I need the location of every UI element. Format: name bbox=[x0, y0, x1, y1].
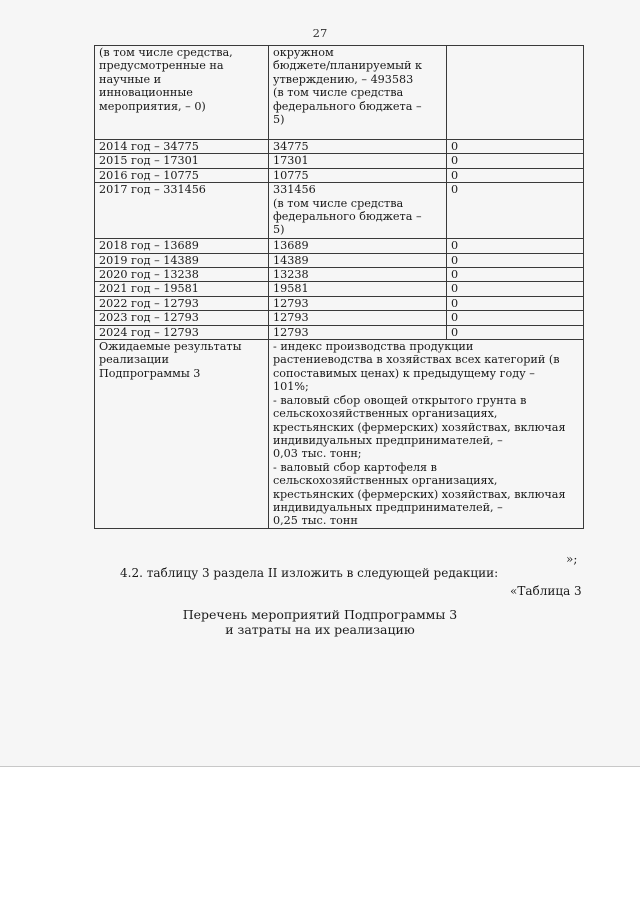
table-cell: 2020 год – 13238 bbox=[95, 268, 269, 282]
table-row bbox=[95, 183, 584, 239]
table-row bbox=[95, 239, 584, 253]
table-cell: 0 bbox=[447, 282, 584, 296]
table-row bbox=[95, 253, 584, 267]
table-cell: 2021 год – 19581 bbox=[95, 282, 269, 296]
table-cell: 0 bbox=[447, 325, 584, 339]
table-row bbox=[95, 268, 584, 282]
table-cell: 2016 год – 10775 bbox=[95, 168, 269, 182]
table-cell: 19581 bbox=[269, 282, 447, 296]
table-cell: 12793 bbox=[269, 311, 447, 325]
table-cell: 12793 bbox=[269, 296, 447, 310]
closing-quote: »; bbox=[566, 552, 578, 566]
table-cell: 14389 bbox=[269, 253, 447, 267]
table-cell: 2019 год – 14389 bbox=[95, 253, 269, 267]
table-row bbox=[95, 154, 584, 168]
table-row bbox=[95, 282, 584, 296]
table-cell: 0 bbox=[447, 154, 584, 168]
page-number: 27 bbox=[312, 26, 328, 40]
table-cell: 2014 год – 34775 bbox=[95, 140, 269, 154]
table-cell: 12793 bbox=[269, 325, 447, 339]
results-row bbox=[95, 340, 584, 529]
table-cell: 17301 bbox=[269, 154, 447, 168]
table-cell: 0 bbox=[447, 183, 584, 239]
table-cell: 2018 год – 13689 bbox=[95, 239, 269, 253]
table-cell: 0 bbox=[447, 268, 584, 282]
table-row bbox=[95, 296, 584, 310]
table-cell: 10775 bbox=[269, 168, 447, 182]
table-cell: 0 bbox=[447, 253, 584, 267]
blank-margin bbox=[0, 767, 640, 905]
table-cell: 0 bbox=[447, 239, 584, 253]
table-cell: 2023 год – 12793 bbox=[95, 311, 269, 325]
table-cell bbox=[447, 46, 584, 140]
results-label-cell: Ожидаемые результаты реализации Подпрограммы 3 bbox=[95, 340, 269, 529]
table-cell: 13238 bbox=[269, 268, 447, 282]
table-cell: 34775 bbox=[269, 140, 447, 154]
table-cell: 2024 год – 12793 bbox=[95, 325, 269, 339]
table-cell: 0 bbox=[447, 140, 584, 154]
table-reference: «Таблица 3 bbox=[510, 584, 582, 598]
title-line-2: и затраты на их реализацию bbox=[225, 622, 415, 637]
table-row bbox=[95, 168, 584, 182]
results-text-cell: - индекс производства продукции растениеводства в хозяйствах всех категорий (в сопоставимых ценах) к предыдущему году – 101%; - валовый сбор овощей открытого грунта в сельскохозяйственных организациях, крестьянских (фермерских) хозяйствах, включая индивидуальных предпринимателей, – 0,03 тыс. тонн; - валовый сбор картофеля в сельскохозяйственных организациях, крестьянских (фермерских) хозяйствах, включая индивидуальных предпринимателей, – 0,25 тыс. тонн bbox=[269, 340, 584, 529]
table-cell: 331456 (в том числе средства федерального бюджета – 5) bbox=[269, 183, 447, 239]
table-cell: 0 bbox=[447, 296, 584, 310]
section-title bbox=[0, 607, 640, 637]
title-line-1: Перечень мероприятий Подпрограммы 3 bbox=[182, 607, 458, 622]
table-row bbox=[95, 46, 584, 140]
table-cell: 2015 год – 17301 bbox=[95, 154, 269, 168]
table-cell: 2022 год – 12793 bbox=[95, 296, 269, 310]
table-cell: 2017 год – 331456 bbox=[95, 183, 269, 239]
table-cell: 0 bbox=[447, 168, 584, 182]
table-cell: 0 bbox=[447, 311, 584, 325]
table-row bbox=[95, 311, 584, 325]
budget-table bbox=[94, 45, 584, 529]
table-cell: окружном бюджете/планируемый к утверждению, – 493583 (в том числе средства федерального бюджета – 5) bbox=[269, 46, 447, 140]
table-row bbox=[95, 140, 584, 154]
table-cell: (в том числе средства, предусмотренные на научные и инновационные мероприятия, – 0) bbox=[95, 46, 269, 140]
budget-table-body bbox=[95, 46, 584, 529]
table-cell: 13689 bbox=[269, 239, 447, 253]
table-row bbox=[95, 325, 584, 339]
amendment-paragraph: 4.2. таблицу 3 раздела II изложить в следующей редакции: bbox=[120, 566, 499, 580]
